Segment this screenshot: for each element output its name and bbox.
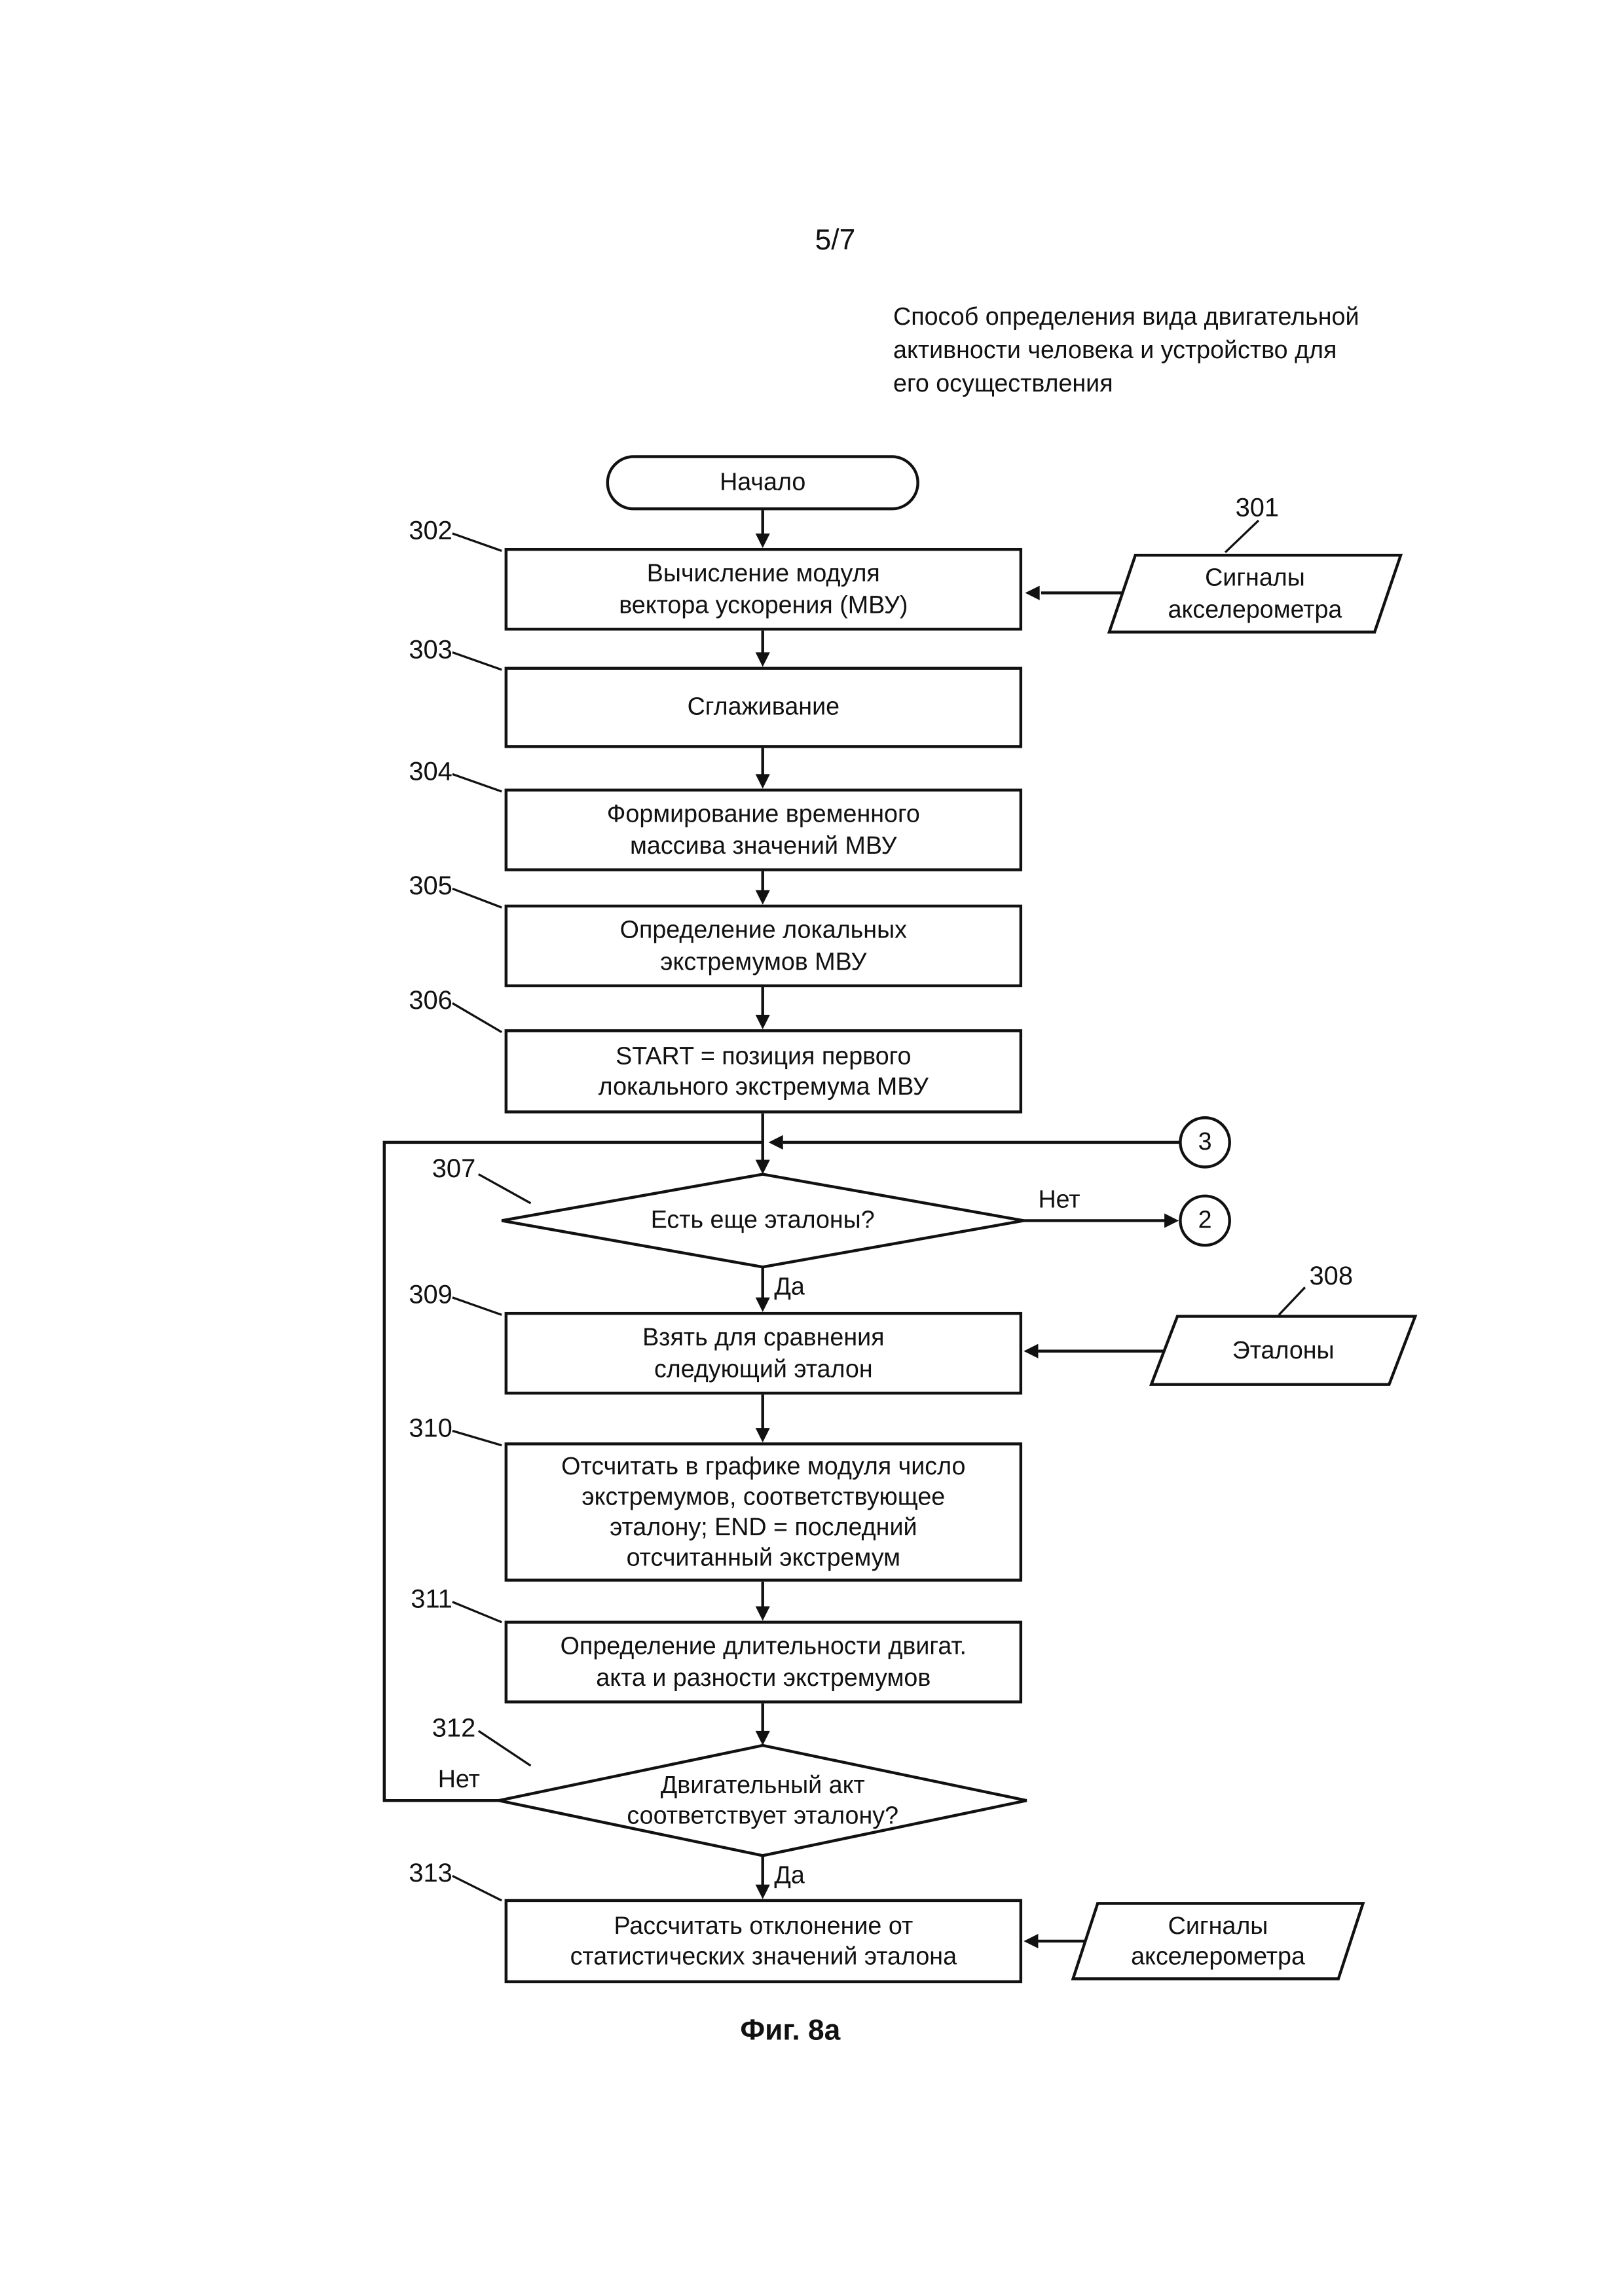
ref-label-307: 307 (432, 1154, 476, 1183)
tick-306 (452, 1003, 502, 1032)
tick-311 (452, 1602, 502, 1622)
io-313-label: Сигналы акселерометра (1131, 1912, 1305, 1971)
arrowhead-308-309 (1024, 1344, 1038, 1358)
arrowhead-302-303 (756, 652, 770, 666)
page-number: 5/7 (815, 225, 856, 257)
ref-label-312: 312 (432, 1713, 476, 1743)
branch-yes-312: Да (774, 1861, 805, 1889)
ref-label-308: 308 (1309, 1261, 1354, 1290)
process-box-309: Взять для сравнения следующий эталон (505, 1312, 1023, 1394)
arrowhead-311-312 (756, 1731, 770, 1745)
tick-301 (1225, 520, 1259, 553)
process-box-310: Отсчитать в графике модуля число экстремумов, соответствующее эталону; END = последний отсчитанный экстремум (505, 1442, 1023, 1582)
arrowhead-301-302 (1025, 586, 1040, 600)
ref-label-302: 302 (409, 516, 452, 545)
process-box-303: Сглаживание (505, 667, 1023, 748)
decision-312-label: Двигательный акт соответствует эталону? (627, 1771, 899, 1830)
process-box-302: Вычисление модуля вектора ускорения (МВУ) (505, 548, 1023, 630)
tick-309 (452, 1298, 502, 1315)
tick-302 (452, 534, 502, 551)
arrowhead-309-310 (756, 1428, 770, 1442)
process-box-313: Рассчитать отклонение от статистических значений эталона (505, 1899, 1023, 1983)
io-308-label: Эталоны (1232, 1336, 1335, 1364)
tick-310 (452, 1431, 502, 1446)
ref-label-305: 305 (409, 871, 452, 901)
arrowhead-io-313 (1024, 1934, 1038, 1948)
branch-no-307: Нет (1038, 1186, 1080, 1214)
arrowhead-304-305 (756, 890, 770, 905)
arrowhead-303-304 (756, 774, 770, 788)
process-box-306: START = позиция первого локального экстремума МВУ (505, 1029, 1023, 1113)
arrowhead-306-307 (756, 1159, 770, 1174)
connector-2-label: 2 (1198, 1206, 1212, 1234)
arrowhead-305-306 (756, 1015, 770, 1029)
ref-label-303: 303 (409, 634, 452, 665)
invention-title: Способ определения вида двигательной активности человека и устройство для его осуществления (893, 302, 1359, 397)
arrowhead-start-302 (756, 534, 770, 548)
tick-304 (452, 774, 502, 792)
ref-label-309: 309 (409, 1280, 452, 1309)
tick-313 (452, 1876, 502, 1901)
ref-label-306: 306 (409, 985, 452, 1015)
connector-3-label: 3 (1198, 1127, 1212, 1156)
process-box-304: Формирование временного массива значений МВУ (505, 789, 1023, 871)
start-node: Начало (606, 455, 919, 510)
arrowhead-310-311 (756, 1606, 770, 1620)
ref-label-304: 304 (409, 756, 452, 786)
branch-yes-307: Да (774, 1273, 805, 1301)
ref-label-301: 301 (1235, 492, 1280, 522)
io-301-label: Сигналы акселерометра (1168, 564, 1342, 623)
ref-label-313: 313 (409, 1858, 452, 1888)
process-box-311: Определение длительности двигат. акта и разности экстремумов (505, 1621, 1023, 1704)
branch-no-312: Нет (437, 1766, 480, 1794)
ref-label-310: 310 (409, 1413, 452, 1443)
arrowhead-307-309 (756, 1298, 770, 1312)
ref-label-311: 311 (411, 1584, 452, 1614)
tick-308 (1279, 1287, 1305, 1315)
figure-caption: Фиг. 8а (740, 2014, 841, 2047)
arrowhead-312-313 (756, 1885, 770, 1899)
tick-303 (452, 652, 502, 670)
arrowhead-307-connector2 (1164, 1213, 1179, 1228)
tick-305 (452, 888, 502, 907)
decision-307-label: Есть еще эталоны? (650, 1207, 875, 1235)
process-box-305: Определение локальных экстремумов МВУ (505, 905, 1023, 987)
arrowhead-connector3-junction (769, 1135, 783, 1150)
